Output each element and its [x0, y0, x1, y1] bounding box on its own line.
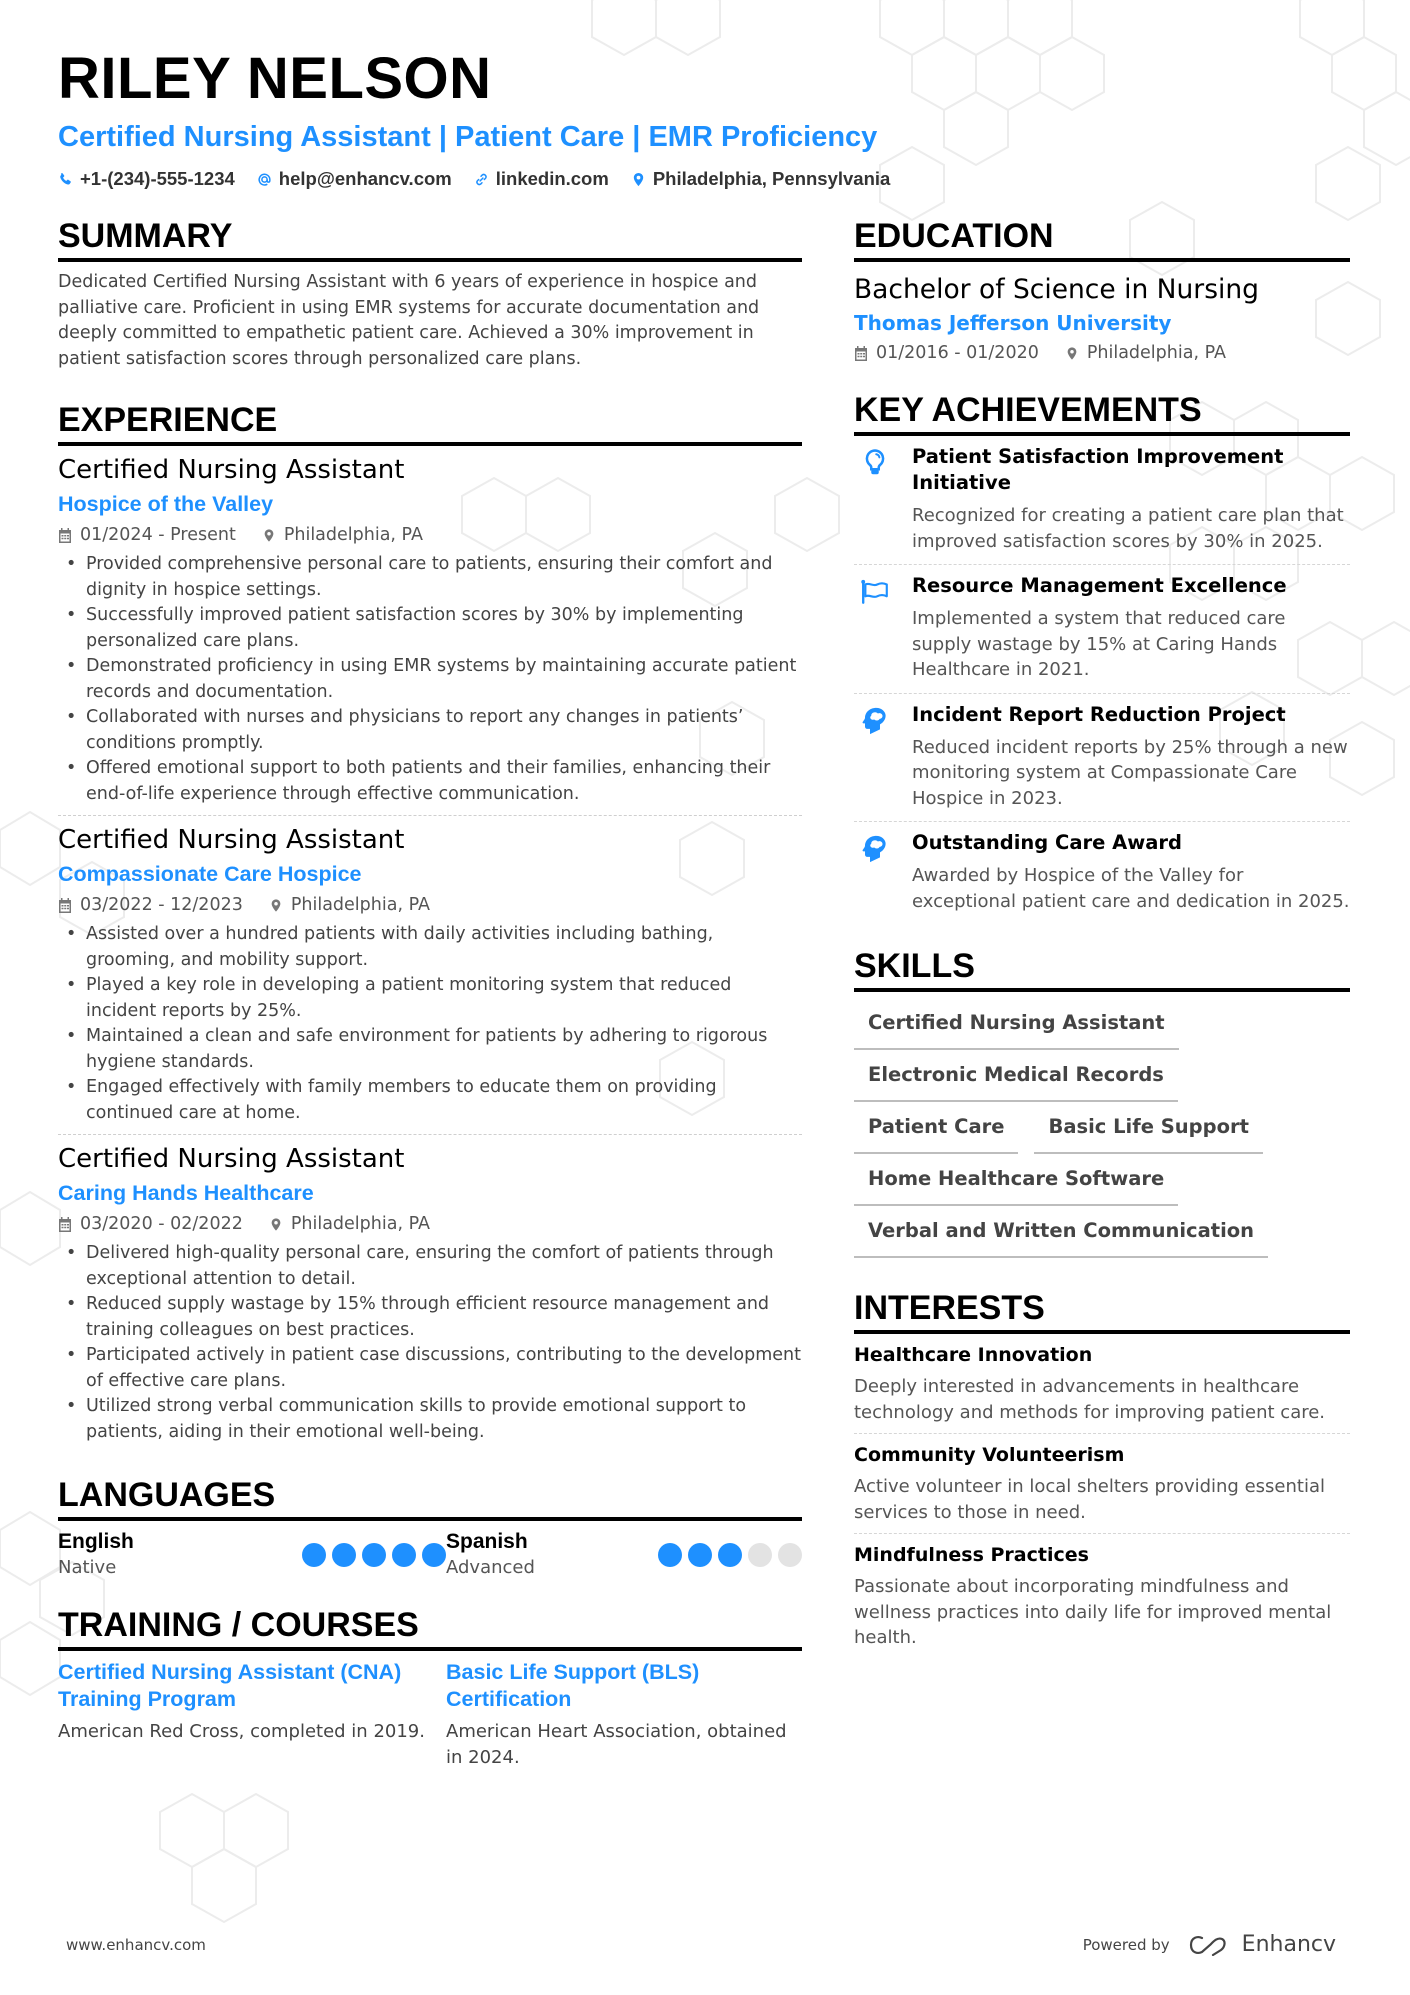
language-rating — [658, 1543, 802, 1567]
rating-dot-filled — [332, 1543, 356, 1567]
bullet-item: • Engaged effectively with family members to educate them on providing continued care at home. — [58, 1075, 802, 1126]
section-heading-education: EDUCATION — [854, 216, 1350, 262]
course-item — [58, 1659, 446, 1771]
contact-linkedin[interactable] — [474, 168, 609, 190]
language-item — [58, 1529, 446, 1581]
link-icon — [474, 172, 489, 187]
enhancv-logo-icon — [1188, 1934, 1232, 1956]
section-heading-training: TRAINING / COURSES — [58, 1605, 802, 1651]
bullet-item: • Utilized strong verbal communication skills to provide emotional support to patients, aiding in their emotional well-being. — [58, 1394, 802, 1445]
education-meta — [854, 338, 1350, 368]
course-description: American Heart Association, obtained in 2024. — [446, 1721, 787, 1768]
job-bullets — [58, 552, 802, 807]
company-name: Compassionate Care Hospice — [58, 862, 362, 886]
contact-phone[interactable] — [58, 168, 235, 190]
calendar-icon — [58, 1217, 72, 1232]
bullet-item: • Assisted over a hundred patients with daily activities including bathing, grooming, and mobility support. — [58, 922, 802, 973]
education-location: Philadelphia, PA — [1086, 343, 1226, 363]
company-name: Hospice of the Valley — [58, 492, 274, 516]
phone-text: +1-(234)-555-1234 — [80, 168, 235, 189]
training-section — [58, 1605, 802, 1771]
linkedin-text: linkedin.com — [495, 168, 609, 189]
rating-dot-filled — [422, 1543, 446, 1567]
email-text: help@enhancv.com — [278, 168, 452, 189]
job-meta — [58, 520, 802, 550]
location-pin-icon — [269, 1217, 283, 1232]
job-role: Certified Nursing Assistant — [58, 455, 405, 485]
course-description: American Red Cross, completed in 2019. — [58, 1721, 425, 1742]
brain-head-icon — [860, 834, 890, 864]
achievement-item — [854, 822, 1350, 924]
contact-email[interactable] — [257, 168, 452, 190]
experience-item — [58, 446, 802, 816]
job-bullets — [58, 1241, 802, 1445]
degree-title: Bachelor of Science in Nursing — [854, 274, 1259, 305]
bullet-item: • Provided comprehensive personal care to patients, ensuring their comfort and dignity in hospice settings. — [58, 552, 802, 603]
interest-item — [854, 1434, 1350, 1534]
education-dates: 01/2016 - 01/2020 — [876, 343, 1039, 363]
calendar-icon — [854, 346, 868, 361]
rating-dot-empty — [748, 1543, 772, 1567]
brain-head-icon — [860, 706, 890, 736]
flag-icon — [860, 577, 890, 607]
powered-by-label: Powered by — [1082, 1935, 1170, 1954]
bullet-item: • Demonstrated proficiency in using EMR systems by maintaining accurate patient records and documentation. — [58, 654, 802, 705]
section-heading-summary: SUMMARY — [58, 216, 802, 262]
lightbulb-icon — [860, 448, 890, 478]
language-name: Spanish — [446, 1530, 528, 1553]
interest-title: Community Volunteerism — [854, 1444, 1125, 1466]
course-title: Certified Nursing Assistant (CNA) Training Program — [58, 1660, 402, 1711]
candidate-title: Certified Nursing Assistant | Patient Care | EMR Proficiency — [58, 121, 878, 153]
contact-location — [631, 168, 891, 190]
skill-tag: Home Healthcare Software — [854, 1154, 1178, 1206]
interest-title: Mindfulness Practices — [854, 1544, 1089, 1566]
skill-tag: Verbal and Written Communication — [854, 1206, 1268, 1258]
rating-dot-filled — [392, 1543, 416, 1567]
skill-tag: Patient Care — [854, 1102, 1018, 1154]
job-meta — [58, 1209, 802, 1239]
powered-by — [1083, 1932, 1336, 1957]
achievement-title: Incident Report Reduction Project — [912, 702, 1286, 726]
job-bullets — [58, 922, 802, 1126]
interests-section — [854, 1288, 1350, 1659]
job-dates: 01/2024 - Present — [80, 525, 236, 545]
interest-description: Deeply interested in advancements in healthcare technology and methods for improving patient care. — [854, 1376, 1326, 1423]
achievements-section — [854, 390, 1350, 924]
achievement-description: Awarded by Hospice of the Valley for exceptional patient care and dedication in 2025. — [912, 865, 1350, 912]
experience-item — [58, 816, 802, 1135]
achievement-description: Implemented a system that reduced care supply wastage by 15% at Caring Hands Healthcare in 2021. — [912, 608, 1286, 680]
skill-tag: Electronic Medical Records — [854, 1050, 1178, 1102]
enhancv-logo[interactable] — [1188, 1932, 1336, 1957]
skills-list — [854, 998, 1350, 1258]
calendar-icon — [58, 528, 72, 543]
calendar-icon — [58, 898, 72, 913]
section-heading-achievements: KEY ACHIEVEMENTS — [854, 390, 1350, 436]
section-heading-experience: EXPERIENCE — [58, 400, 802, 446]
skill-tag: Certified Nursing Assistant — [854, 998, 1179, 1050]
rating-dot-filled — [718, 1543, 742, 1567]
job-role: Certified Nursing Assistant — [58, 1144, 405, 1174]
left-column — [58, 216, 802, 1771]
summary-section — [58, 216, 802, 372]
achievement-title: Resource Management Excellence — [912, 574, 1287, 597]
interest-title: Healthcare Innovation — [854, 1344, 1093, 1366]
job-location: Philadelphia, PA — [290, 895, 430, 915]
course-item — [446, 1659, 802, 1771]
languages-section — [58, 1475, 802, 1581]
interest-item — [854, 1334, 1350, 1434]
language-level: Advanced — [446, 1557, 535, 1578]
bullet-item: • Delivered high-quality personal care, ensuring the comfort of patients through exceptional attention to detail. — [58, 1241, 802, 1292]
resume-header — [58, 44, 1358, 190]
right-column — [854, 216, 1350, 1659]
candidate-name: RILEY NELSON — [58, 46, 492, 111]
company-name: Caring Hands Healthcare — [58, 1181, 314, 1205]
experience-item — [58, 1135, 802, 1453]
achievement-title: Patient Satisfaction Improvement Initiative — [912, 445, 1284, 494]
skills-section — [854, 946, 1350, 1258]
location-pin-icon — [1065, 346, 1079, 361]
job-dates: 03/2020 - 02/2022 — [80, 1214, 243, 1234]
at-icon — [257, 172, 272, 187]
job-meta — [58, 890, 802, 920]
rating-dot-filled — [658, 1543, 682, 1567]
section-heading-skills: SKILLS — [854, 946, 1350, 992]
achievement-item — [854, 565, 1350, 694]
bullet-item: • Played a key role in developing a patient monitoring system that reduced incident reports by 25%. — [58, 973, 802, 1024]
job-location: Philadelphia, PA — [290, 1214, 430, 1234]
job-location: Philadelphia, PA — [283, 525, 423, 545]
bullet-item: • Participated actively in patient case discussions, contributing to the development of effective care plans. — [58, 1343, 802, 1394]
courses-list — [58, 1659, 802, 1771]
interest-description: Passionate about incorporating mindfulness and wellness practices into daily life for improved mental health. — [854, 1576, 1332, 1648]
achievement-item — [854, 436, 1350, 565]
experience-section — [58, 400, 802, 1453]
location-pin-icon — [269, 898, 283, 913]
bullet-item: • Maintained a clean and safe environment for patients by adhering to rigorous hygiene standards. — [58, 1024, 802, 1075]
rating-dot-filled — [688, 1543, 712, 1567]
education-section — [854, 216, 1350, 368]
page-footer — [66, 1932, 1336, 1957]
rating-dot-empty — [778, 1543, 802, 1567]
achievement-title: Outstanding Care Award — [912, 831, 1182, 854]
interest-description: Active volunteer in local shelters providing essential services to those in need. — [854, 1476, 1325, 1523]
location-pin-icon — [631, 172, 646, 187]
language-level: Native — [58, 1557, 117, 1578]
rating-dot-filled — [362, 1543, 386, 1567]
contact-bar — [58, 168, 1358, 190]
footer-website-link[interactable]: www.enhancv.com — [66, 1935, 206, 1954]
job-dates: 03/2022 - 12/2023 — [80, 895, 243, 915]
summary-text: Dedicated Certified Nursing Assistant with 6 years of experience in hospice and palliative care. Proficient in using EMR systems for accurate documentation and deeply committed to empathetic patient care. Achieved a 30% improvement in patient satisfaction scores through personalized care plans. — [58, 272, 760, 369]
location-pin-icon — [262, 528, 276, 543]
job-role: Certified Nursing Assistant — [58, 825, 405, 855]
location-text: Philadelphia, Pennsylvania — [652, 168, 891, 189]
skill-tag: Basic Life Support — [1034, 1102, 1262, 1154]
language-item — [446, 1529, 802, 1581]
course-title: Basic Life Support (BLS) Certification — [446, 1660, 700, 1711]
rating-dot-filled — [302, 1543, 326, 1567]
phone-icon — [58, 172, 73, 187]
language-rating — [302, 1543, 446, 1567]
achievement-item — [854, 694, 1350, 823]
school-name: Thomas Jefferson University — [854, 311, 1172, 335]
language-name: English — [58, 1530, 134, 1553]
achievement-description: Reduced incident reports by 25% through a new monitoring system at Compassionate Care Hospice in 2023. — [912, 736, 1348, 809]
bullet-item: • Offered emotional support to both patients and their families, enhancing their end-of-life experience through effective communication. — [58, 756, 802, 807]
section-heading-languages: LANGUAGES — [58, 1475, 802, 1521]
languages-list — [58, 1529, 802, 1581]
interest-item — [854, 1534, 1350, 1659]
brand-name: Enhancv — [1241, 1932, 1336, 1957]
bullet-item: • Reduced supply wastage by 15% through efficient resource management and training colleagues on best practices. — [58, 1292, 802, 1343]
bullet-item: • Successfully improved patient satisfaction scores by 30% by implementing personalized care plans. — [58, 603, 802, 654]
bullet-item: • Collaborated with nurses and physicians to report any changes in patients’ conditions promptly. — [58, 705, 802, 756]
section-heading-interests: INTERESTS — [854, 1288, 1350, 1334]
achievement-description: Recognized for creating a patient care plan that improved satisfaction scores by 30% in 2025. — [912, 505, 1344, 552]
